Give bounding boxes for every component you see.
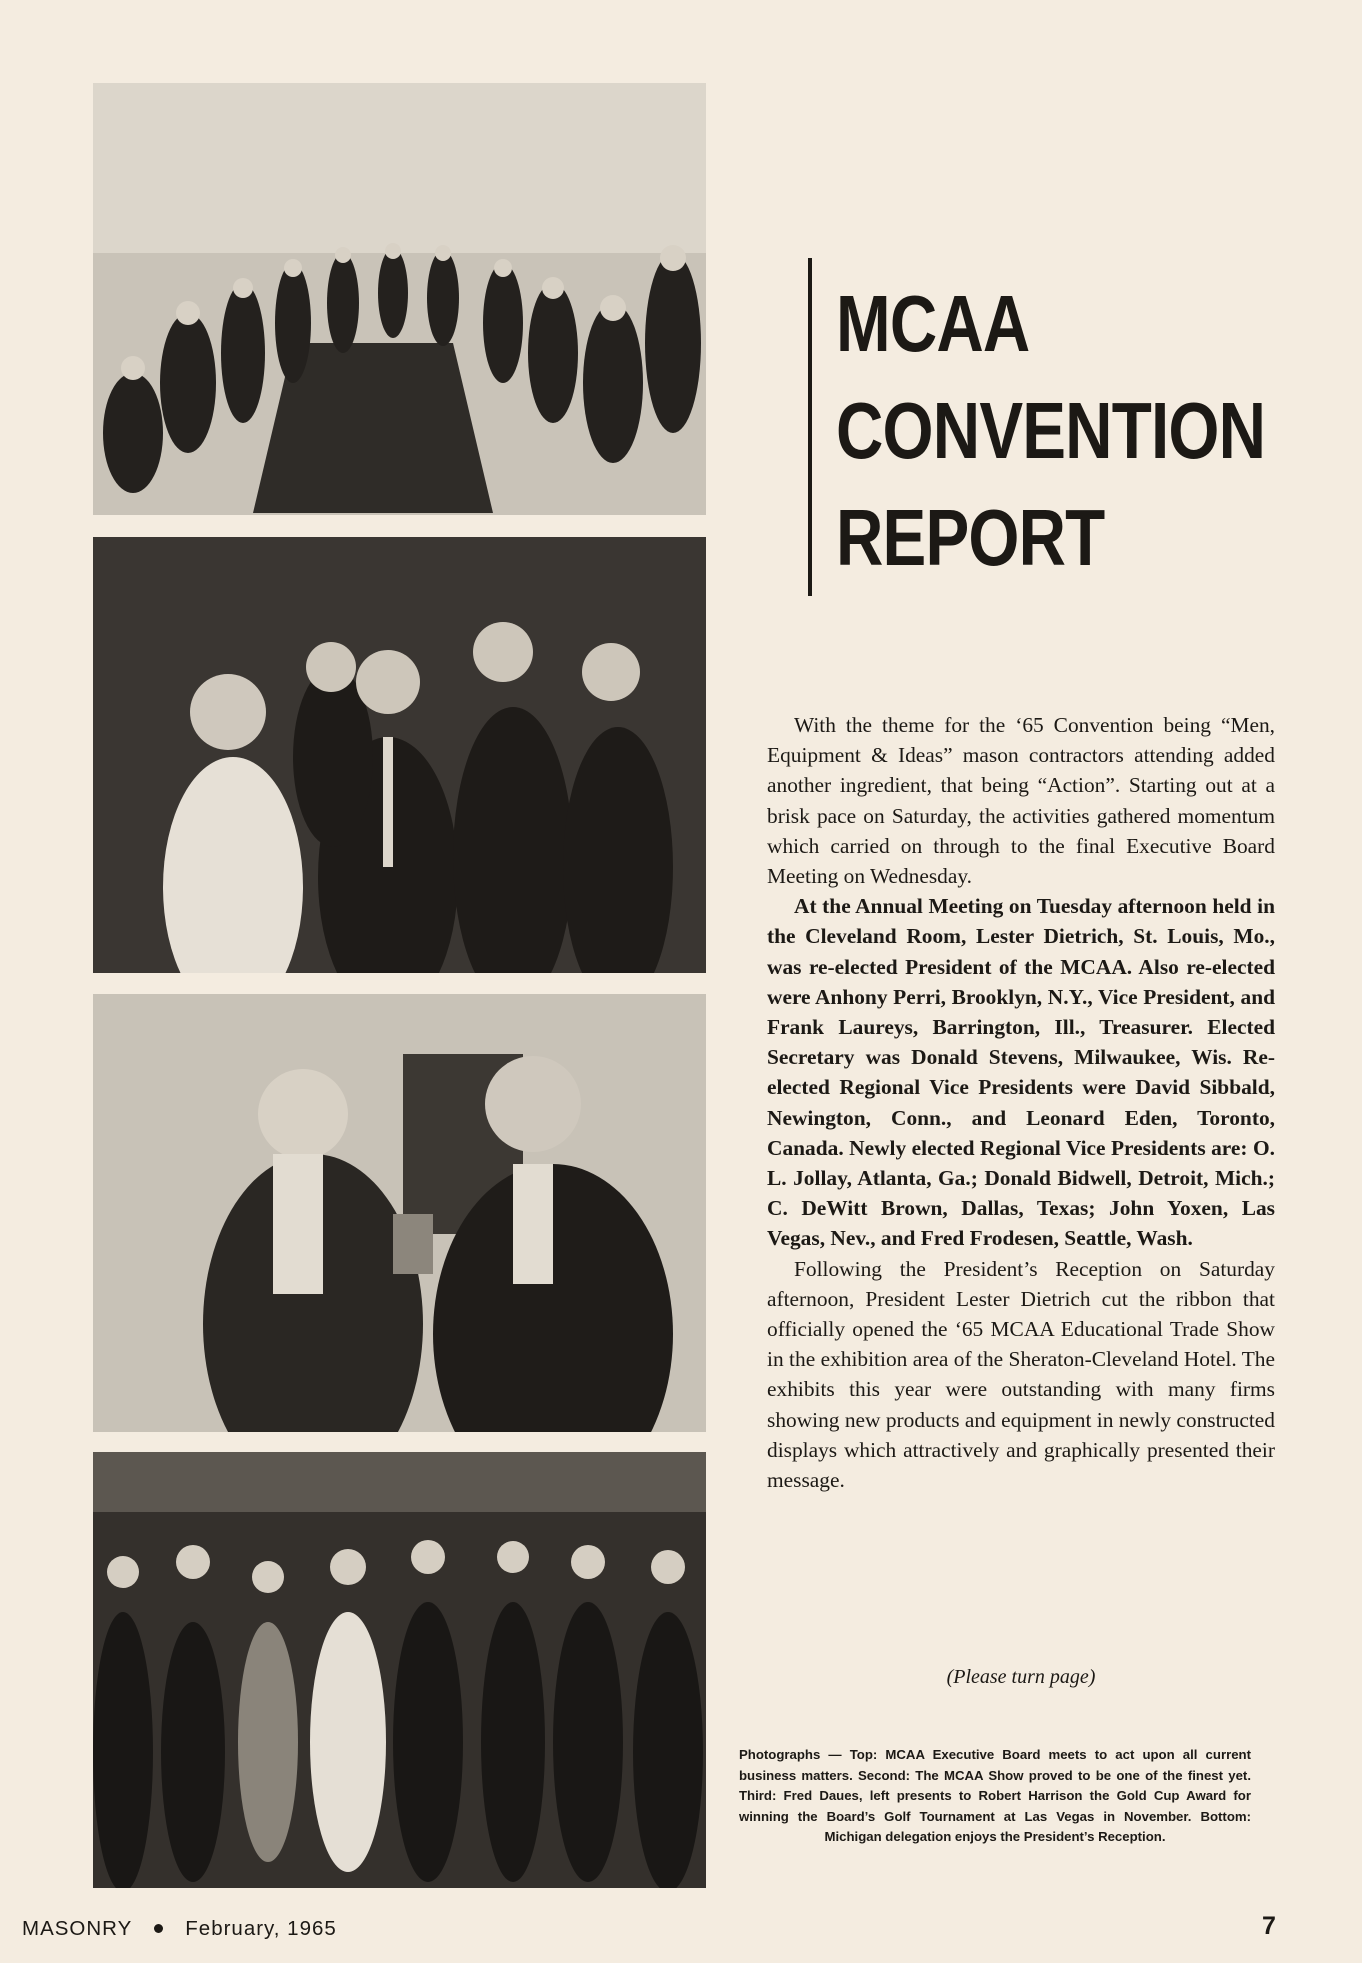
page-footer xyxy=(22,1917,337,1941)
photo-executive-board-meeting xyxy=(93,83,706,515)
article-body xyxy=(767,710,1275,1495)
photo-michigan-delegation xyxy=(93,1452,706,1888)
article-paragraph-trade-show: Following the President’s Reception on Saturday afternoon, President Lester Dietrich cut the ribbon that officially opened the ‘65 MCAA Educational Trade Show in the exhibition area of the Sheraton-Cleveland Hotel. The exhibits this year were outstanding with many firms showing new products and equipment in newly constructed displays which attractively and graphically presented their message. xyxy=(767,1256,1275,1493)
title-rule xyxy=(808,258,812,596)
photo-caption: Photographs — Top: MCAA Executive Board meets to act upon all current business matters. Second: The MCAA Show proved to be one of the finest yet. Third: Fred Daues, left presents to Robert Harrison the Gold Cup Award for winning the Board’s Golf Tournament at Las Vegas in November. Bottom: Michigan delegation enjoys the President’s Reception. xyxy=(739,1747,1251,1845)
footer-bullet xyxy=(154,1924,163,1933)
issue-date: February, 1965 xyxy=(185,1917,337,1940)
article-paragraph-elections: At the Annual Meeting on Tuesday afternoon held in the Cleveland Room, Lester Dietrich, St. Louis, Mo., was re-elected President of the MCAA. Also re-elected were Anhony Perri, Brooklyn, N.Y., Vice President, and Frank Laureys, Barrington, Ill., Treasurer. Elected Secretary was Donald Stevens, Milwaukee, Wis. Re-elected Regional Vice Presidents were David Sibbald, Newington, Conn., and Leonard Eden, Toronto, Canada. Newly elected Regional Vice Presidents are: O. L. Jollay, Atlanta, Ga.; Donald Bidwell, Detroit, Mich.; C. DeWitt Brown, Dallas, Texas; John Yoxen, Las Vegas, Nev., and Fred Frodesen, Seattle, Wash. xyxy=(767,894,1275,1251)
turn-page-note: (Please turn page) xyxy=(946,1666,1096,1688)
title-line-3: REPORT xyxy=(836,493,1105,582)
photo-mcaa-show xyxy=(93,537,706,973)
page-number: 7 xyxy=(1262,1912,1276,1940)
title-line-1: MCAA xyxy=(836,279,1030,368)
publication-name: MASONRY xyxy=(22,1917,133,1940)
photo-gold-cup-award xyxy=(93,994,706,1432)
article-title xyxy=(836,270,1266,591)
article-paragraph-intro: With the theme for the ‘65 Convention being “Men, Equipment & Ideas” mason contractors attending added another ingredient, that being “Action”. Starting out at a brisk pace on Saturday, the activities gathered momentum which carried on through to the final Executive Board Meeting on Wednesday. xyxy=(767,713,1275,889)
title-line-2: CONVENTION xyxy=(836,386,1266,475)
